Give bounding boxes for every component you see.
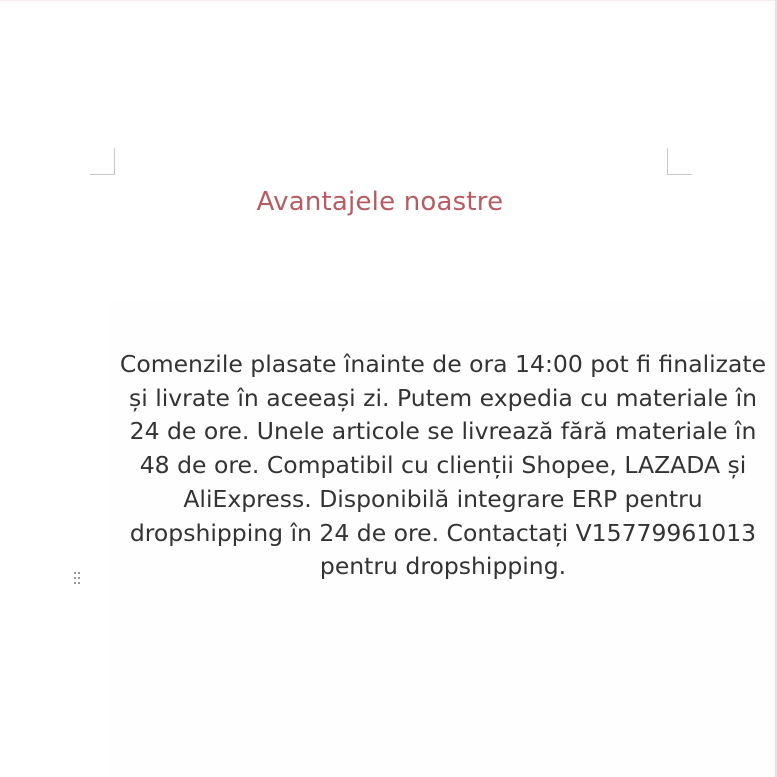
body-paragraph: Comenzile plasate înainte de ora 14:00 pot fi finalizate și livrate în aceeași zi. Putem expedia cu materiale în 24 de ore. Unele articole se livrează fără materiale în 48 de ore. Compatibil cu clienții Shopee, LAZADA și AliExpress. Disponibilă integrare ERP pentru dropshipping în 24 de ore. Contactați V15779961013 pentru dropshipping. (119, 350, 767, 581)
crop-mark-top-right (667, 148, 692, 175)
page-top-edge (0, 0, 777, 1)
page-title: Avantajele noastre (256, 187, 504, 217)
crop-mark-top-left (90, 148, 115, 175)
drag-handle-icon[interactable] (73, 571, 83, 587)
lower-background (110, 620, 770, 777)
